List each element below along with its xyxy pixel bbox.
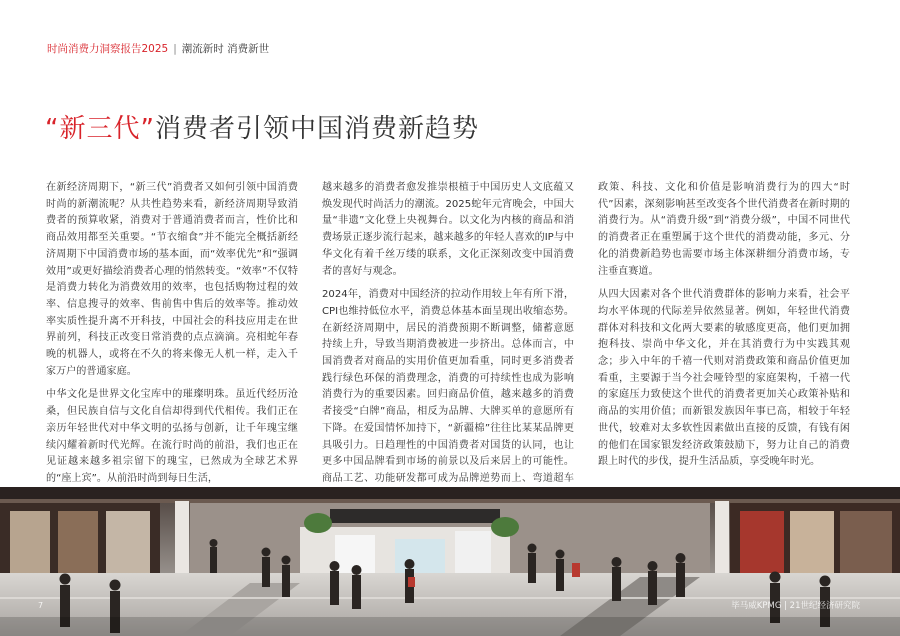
report-brand-title: 时尚消费力洞察报告2025 (47, 43, 169, 55)
paragraph: 中华文化是世界文化宝库中的璀璨明珠。虽近代经历沧桑，但民族自信与文化自信却得到代代相传。我们正在亲历年轻世代对中华文明的弘扬与创新，让千年瑰宝继续闪耀着新时代光辉。在流行时尚的前沿，我们也正在见证越来越多祖宗留下的瑰宝，已然成为全球艺术界的“座上宾”。从前沿时尚到每日生活， (46, 389, 298, 484)
text-column-3 (598, 180, 850, 478)
report-header (47, 41, 269, 56)
page-title-rest: 消费者引领中国消费新趋势 (154, 114, 479, 144)
paragraph: 从四大因素对各个世代消费群体的影响力来看，社会平均水平体现的代际差异依然显著。例如，年轻世代消费群体对科技和文化两大要素的敏感度更高，他们更加拥抱科技、崇尚中华文化，并在其消费行为中实践其观念；步入中年的千禧一代则对消费政策和商品价值更加看重，主要源于当今社会哑铃型的家庭架构，千禧一代的家庭压力致使这个世代的消费者更加关心政策补贴和商品的实用价值；而新银发族因年事已高，相较于年轻世代，较难对太多软性因素做出直接的反馈，有钱有闲的他们在国家银发经济政策鼓励下，努力让自己的消费跟上时代的步伐，提升生活品质，享受晚年时光。 (598, 289, 850, 468)
text-column-1 (46, 180, 298, 495)
paragraph: 越来越多的消费者愈发推崇根植于中国历史人文底蕴又焕发现代时尚活力的潮流。2025蛇年元宵晚会，中国大量“非遗”文化登上央视舞台。以文化为内核的商品和消费场景正逐步流行起来，越来越多的年轻人喜欢的IP与中华文化有着千丝万缕的联系，文化正深刻改变中国消费者的喜好与观念。 (322, 182, 574, 277)
header-separator: | (173, 43, 177, 55)
paragraph: 政策、科技、文化和价值是影响消费行为的四大“时代”因素，深刻影响甚至改变各个世代消费者在新时期的消费行为。从“消费升级”到“消费分级”，中国不同世代的消费者正在重塑属于这个世代的消费动能，多元、分化的消费新趋势也需要市场主体深耕细分消费市场，专注垂直赛道。 (598, 182, 850, 277)
publisher-credit: 毕马威KPMG | 21世纪经济研究院 (731, 601, 860, 611)
report-subtitle: 潮流新时 消费新世 (181, 43, 270, 55)
page-number: 7 (38, 601, 44, 610)
shopping-mall-photo (0, 487, 900, 636)
paragraph: 在新经济周期下，“新三代”消费者又如何引领中国消费时尚的新潮流呢？从共性趋势来看，新经济周期导致消费者的预算收紧，消费对于普通消费者而言，性价比和商品效用都至关重要。“节衣缩食”并不能完全概括新经济周期下中国消费市场的基本面，而“效率优先”和“强调效用”或更好描绘消费者心理的悄然转变。“效率”不仅特是消费力转化为消费效用的效率，也包括购物过程的效率、信息搜寻的效率、售前售中售后的效率等。推动效率实质性提升离不开科技，中国社会的科技应用走在世界前列，科技正改变日常消费的点点滴滴。亮相蛇年春晚的机器人，或将在不久的将来像无人机一样，走入千家万户的普通家庭。 (46, 182, 298, 377)
text-column-2 (322, 180, 574, 511)
paragraph: 2024年，消费对中国经济的拉动作用较上年有所下滑，CPI也维持低位水平，消费总体基本面呈现出收缩态势。在新经济周期中，居民的消费预期不断调整，储蓄意愿持续上升，导致当期消费被进一步挤出。总体而言，中国消费者对商品的实用价值更加看重，同时更多消费者践行绿色环保的消费理念，消费的可持续性也成为影响消费行为的重要因素。回归商品价值，越来越多的消费者接受“白牌”商品，相反为品牌、大牌买单的意愿所有下降。在爱国情怀加持下，“新疆棉”往往比某某品牌更具吸引力。日趋理性的中国消费者对国货的认同，也让更多中国品牌看到市场的前景以及后来居上的可能性。商品工艺、功能研发都可成为品牌逆势而上、弯道超车 (322, 289, 574, 484)
page-title-accent: “新三代” (45, 114, 155, 144)
page-title (45, 108, 479, 145)
